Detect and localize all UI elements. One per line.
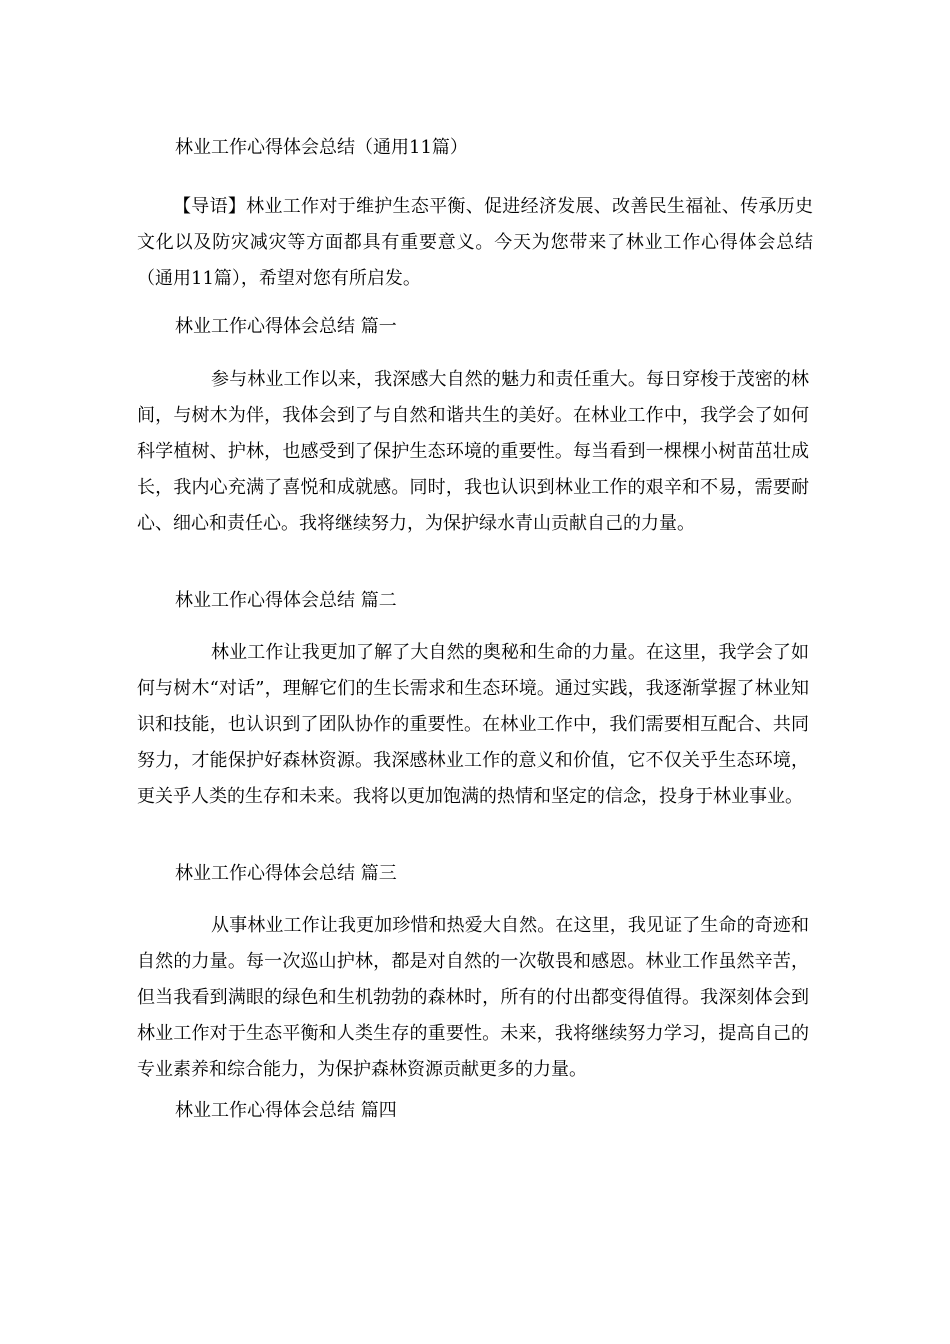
section-heading-1: 林业工作心得体会总结 篇一 [175, 316, 397, 337]
section-heading-4: 林业工作心得体会总结 篇四 [175, 1100, 397, 1121]
intro-paragraph: 【导语】林业工作对于维护生态平衡、促进经济发展、改善民生福祉、传承历史文化以及防灾减灾等方面都具有重要意义。今天为您带来了林业工作心得体会总结（通用11篇），希望对您有所启发。 [137, 196, 813, 289]
section-body-2: 林业工作让我更加了解了大自然的奥秘和生命的力量。在这里，我学会了如何与树木“对话”，理解它们的生长需求和生态环境。通过实践，我逐渐掌握了林业知识和技能，也认识到了团队协作的重要性。在林业工作中，我们需要相互配合、共同努力，才能保护好森林资源。我深感林业工作的意义和价值，它不仅关乎生态环境，更关乎人类的生存和未来。我将以更加饱满的热情和坚定的信念，投身于林业事业。 [137, 642, 809, 807]
section-heading-2: 林业工作心得体会总结 篇二 [175, 590, 397, 611]
document-title: 林业工作心得体会总结（通用11篇） [175, 137, 468, 158]
section-body-1: 参与林业工作以来，我深感大自然的魅力和责任重大。每日穿梭于茂密的林间，与树木为伴，我体会到了与自然和谐共生的美好。在林业工作中，我学会了如何科学植树、护林，也感受到了保护生态环境的重要性。每当看到一棵棵小树苗茁壮成长，我内心充满了喜悦和成就感。同时，我也认识到林业工作的艰辛和不易，需要耐心、细心和责任心。我将继续努力，为保护绿水青山贡献自己的力量。 [137, 369, 809, 534]
section-heading-3: 林业工作心得体会总结 篇三 [175, 863, 397, 884]
section-body-3: 从事林业工作让我更加珍惜和热爱大自然。在这里，我见证了生命的奇迹和自然的力量。每一次巡山护林，都是对自然的一次敬畏和感恩。林业工作虽然辛苦，但当我看到满眼的绿色和生机勃勃的森林时，所有的付出都变得值得。我深刻体会到林业工作对于生态平衡和人类生存的重要性。未来，我将继续努力学习，提高自己的专业素养和综合能力，为保护森林资源贡献更多的力量。 [137, 915, 809, 1080]
